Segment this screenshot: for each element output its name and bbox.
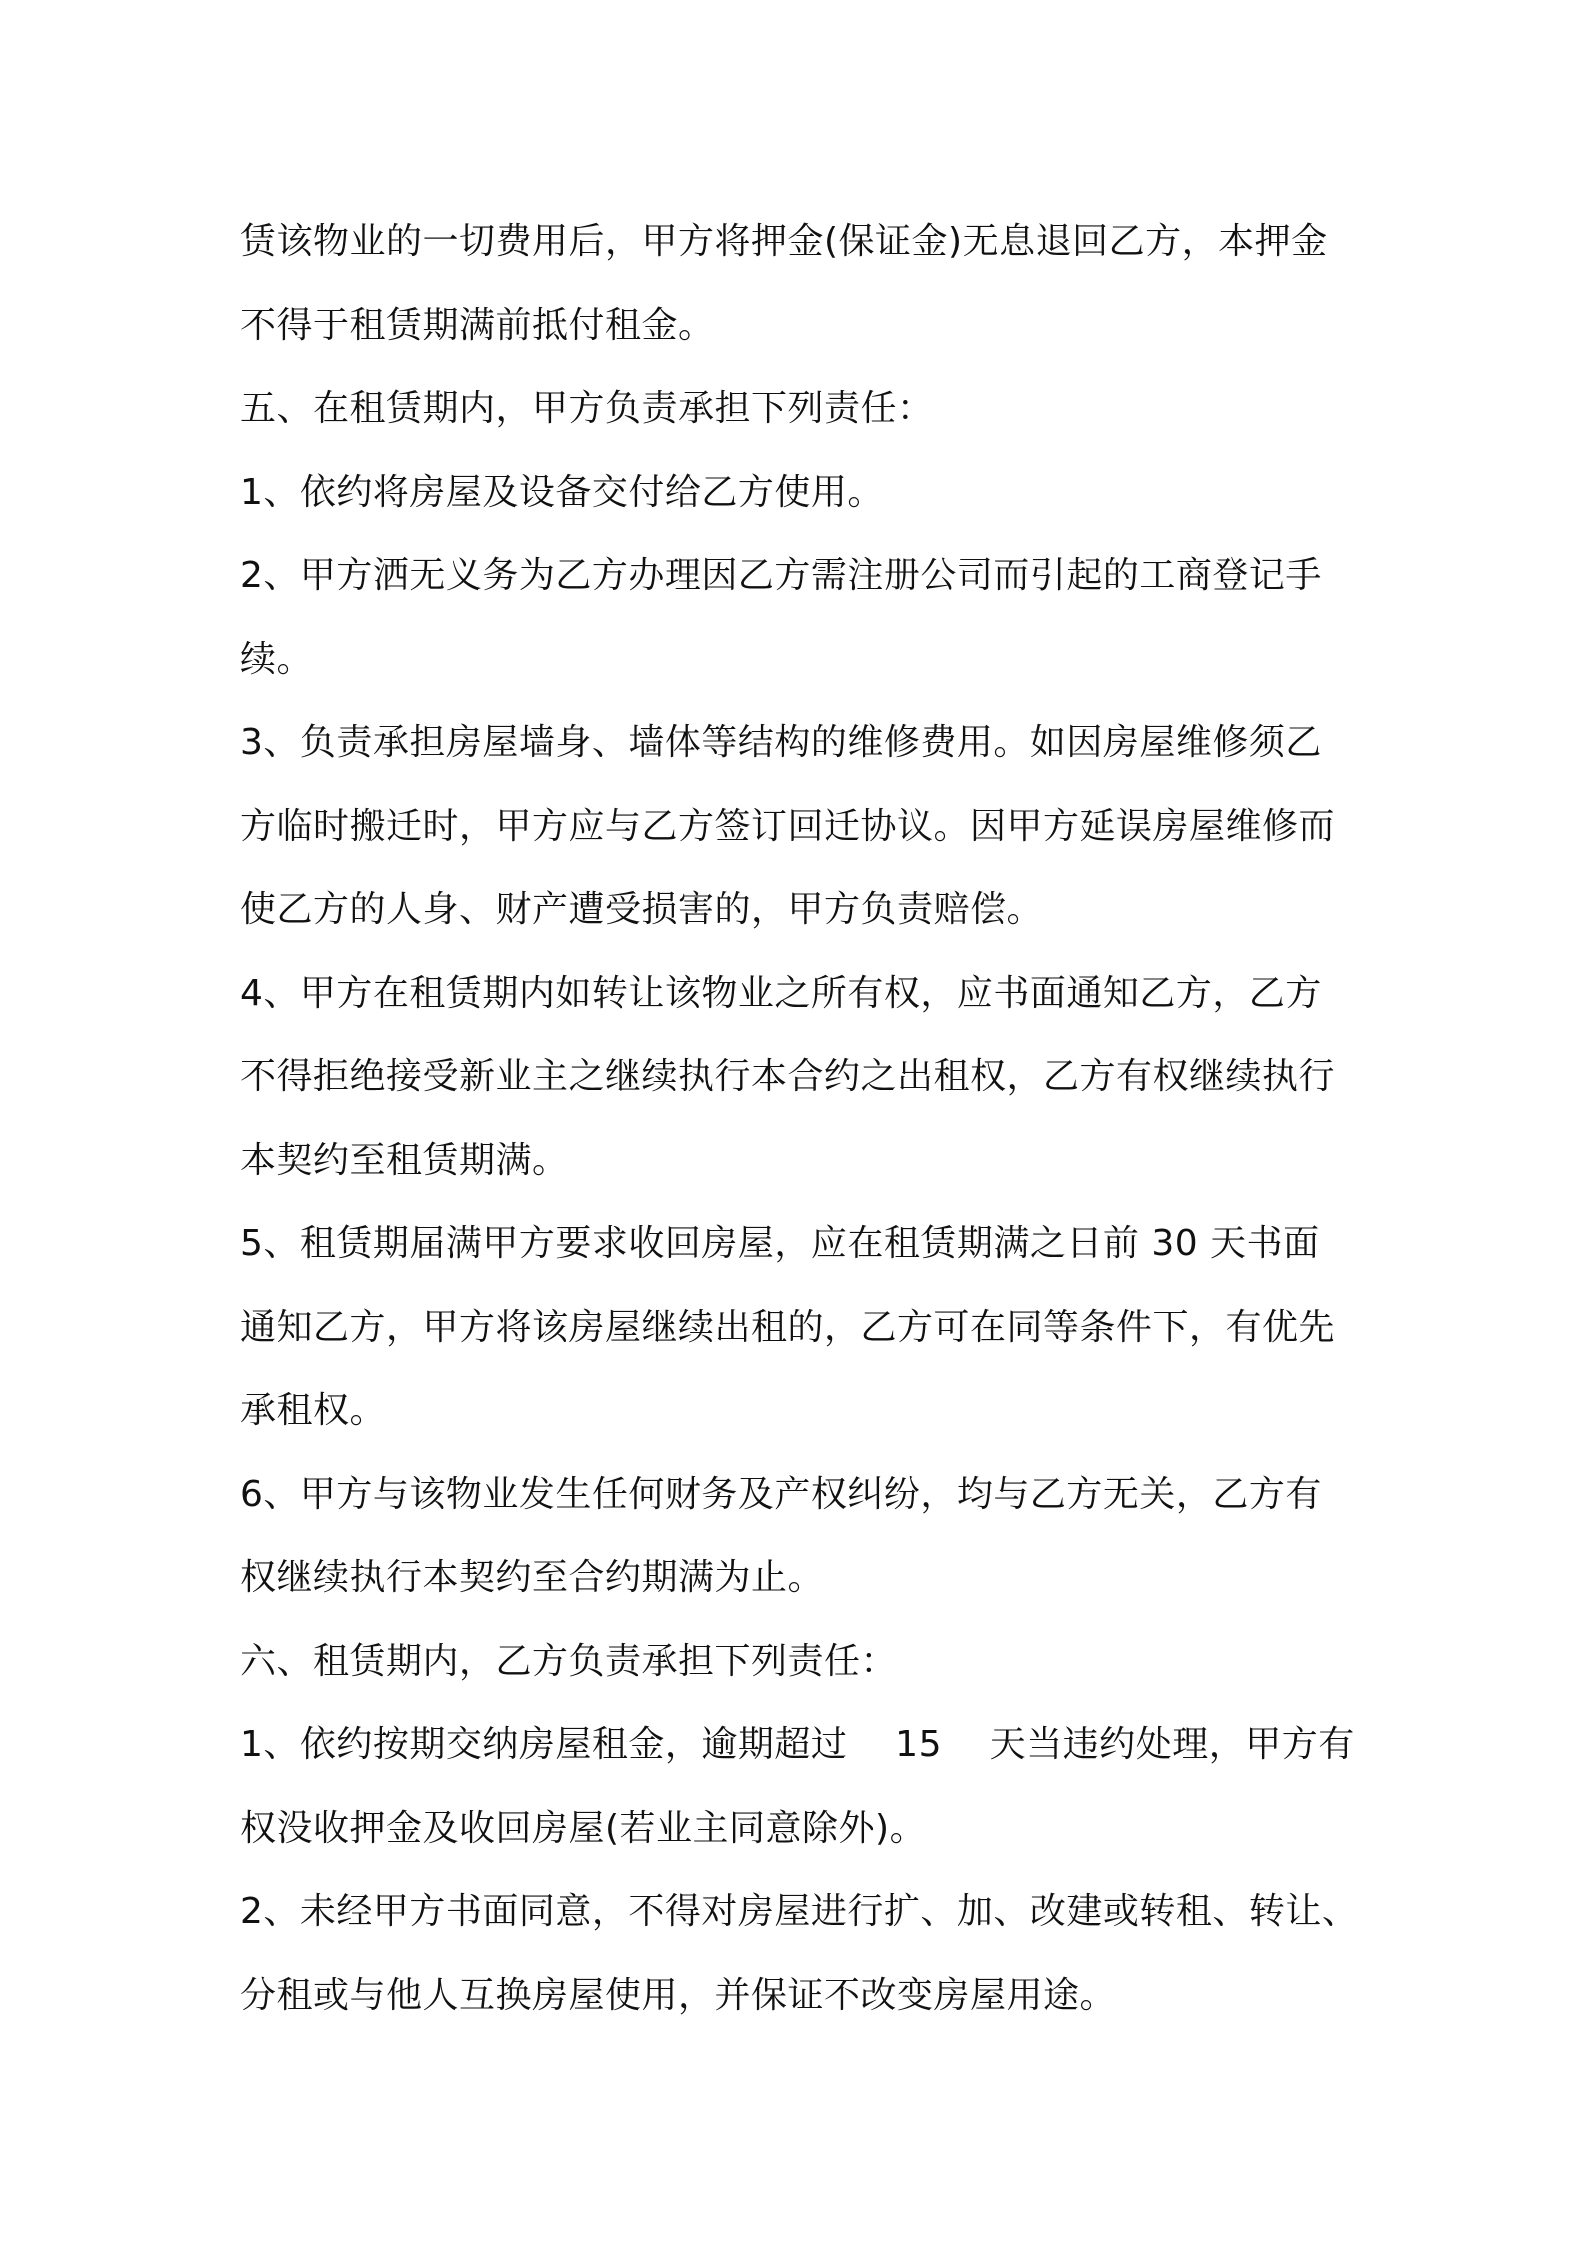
text-line: 本契约至租赁期满。: [240, 1139, 569, 1181]
section-heading: 六、租赁期内，乙方负责承担下列责任：: [240, 1640, 898, 1682]
text-line: 权继续执行本契约至合约期满为止。: [240, 1557, 825, 1598]
text-line: 使乙方的人身、财产遭受损害的，甲方负责赔偿。: [240, 889, 1044, 930]
text-line: 2、未经甲方书面同意，不得对房屋进行扩、加、改建或转租、转让、: [240, 1891, 1359, 1932]
text-line: 5、租赁期届满甲方要求收回房屋，应在租赁期满之日前 30 天书面: [240, 1223, 1320, 1264]
text-line: 不得于租赁期满前抵付租金。: [240, 304, 715, 346]
text-line: 3、负责承担房屋墙身、墙体等结构的维修费用。如因房屋维修须乙: [240, 722, 1322, 763]
text-line: 2、甲方洒无义务为乙方办理因乙方需注册公司而引起的工商登记手: [240, 555, 1322, 596]
text-line: 分租或与他人互换房屋使用，并保证不改变房屋用途。: [240, 1974, 1117, 2016]
text-line: 续。: [240, 638, 314, 680]
document-body: [240, 200, 1370, 2037]
text-line: 承租权。: [240, 1390, 387, 1431]
text-line: 1、依约将房屋及设备交付给乙方使用。: [240, 471, 884, 513]
text-line: 6、甲方与该物业发生任何财务及产权纠纷，均与乙方无关，乙方有: [240, 1473, 1322, 1515]
text-line: 通知乙方，甲方将该房屋继续出租的，乙方可在同等条件下，有优先: [240, 1306, 1336, 1348]
text-line: 4、甲方在租赁期内如转让该物业之所有权，应书面通知乙方，乙方: [240, 972, 1322, 1014]
text-line: 1、依约按期交纳房屋租金，逾期超过 15 天当违约处理，甲方有: [240, 1724, 1355, 1765]
text-line: 方临时搬迁时，甲方应与乙方签订回迁协议。因甲方延误房屋维修而: [240, 805, 1336, 847]
text-line: 不得拒绝接受新业主之继续执行本合约之出租权，乙方有权继续执行: [240, 1056, 1336, 1097]
text-line: 权没收押金及收回房屋(若业主同意除外)。: [240, 1807, 927, 1849]
section-heading: 五、在租赁期内，甲方负责承担下列责任：: [240, 388, 934, 429]
text-line: 赁该物业的一切费用后，甲方将押金(保证金)无息退回乙方，本押金: [240, 221, 1328, 262]
